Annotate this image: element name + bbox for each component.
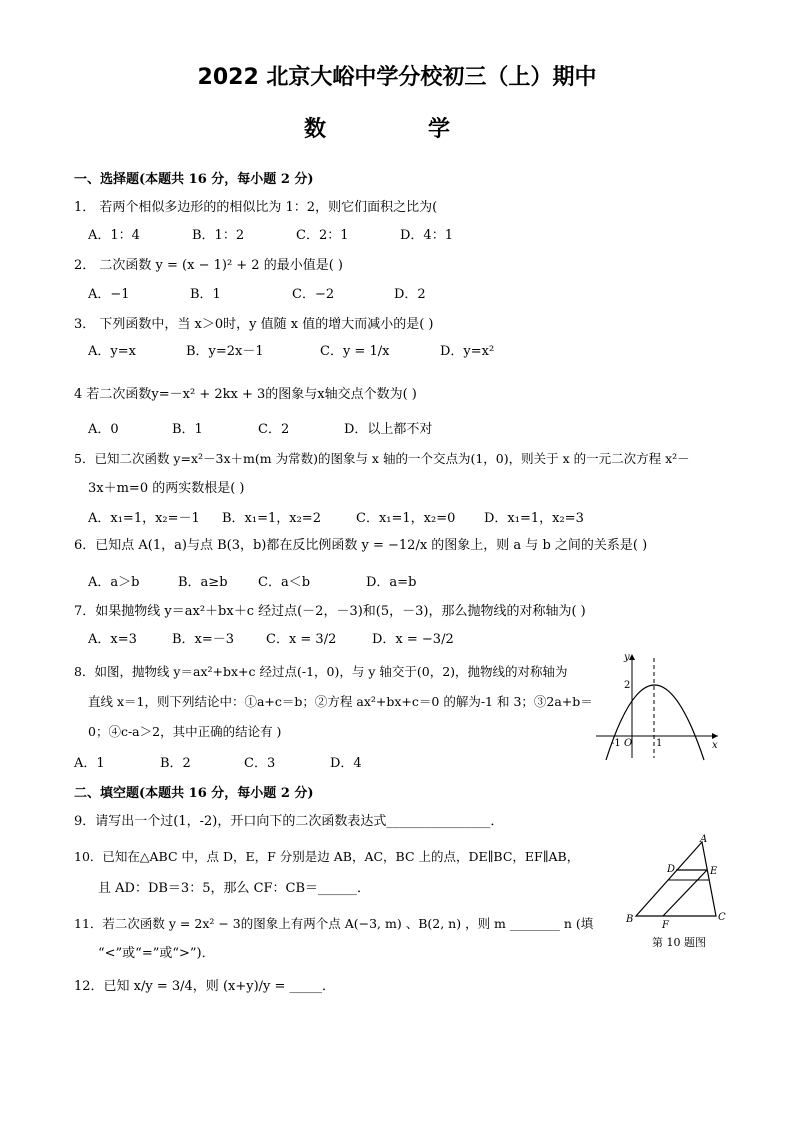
segment-ef: [663, 870, 707, 916]
triangle-figure: [624, 832, 728, 932]
q6-option-b: B．a≥b: [178, 575, 228, 590]
q4-option-d: D．以上都不对: [344, 422, 433, 437]
fig8-y-tick: 2: [624, 680, 631, 691]
point-c-label: C: [718, 912, 726, 923]
question-11-line1: 11．若二次函数 y = 2x² − 3的图象上有两个点 A(−3, m) 、B(2, n) ，则 m ________ n (填: [74, 916, 594, 931]
point-e-label: E: [710, 866, 718, 877]
q6-option-c: C．a＜b: [258, 575, 311, 590]
q2-option-a: A．−1: [88, 287, 130, 302]
fig8-origin: O: [624, 738, 633, 749]
q5-option-c: C．x₁=1，x₂=0: [356, 511, 456, 526]
q7-option-c: C．x = 3/2: [266, 632, 337, 647]
question-12: 12．已知 x/y = 3/4，则 (x+y)/y = _____．: [74, 979, 336, 994]
q4-option-b: B．1: [172, 422, 203, 437]
q8-option-b: B．2: [160, 756, 191, 771]
question-10-line1: 10．已知在△ABC 中，点 D，E，F 分别是边 AB，AC，BC 上的点，DE∥BC，EF∥AB，: [74, 849, 580, 864]
point-f-label: F: [662, 920, 669, 931]
question-7-stem: 7．如果抛物线 y＝ax²＋bx＋c 经过点(－2，－3)和(5，－3)，那么抛物线的对称轴为( ): [74, 604, 586, 619]
q2-option-c: C．−2: [292, 287, 335, 302]
triangle-abc: [636, 842, 716, 916]
q5-option-a: A．x₁=1，x₂=－1: [88, 511, 200, 526]
section-heading-2: 二、填空题(本题共 16 分，每小题 2 分): [74, 786, 314, 801]
q7-option-a: A．x=3: [88, 632, 137, 647]
question-1-stem: 1． 若两个相似多边形的的相似比为 1：2，则它们面积之比为(: [74, 200, 438, 215]
fig8-x-tick-pos: 1: [656, 738, 663, 749]
q1-option-c: C．2：1: [296, 228, 349, 243]
question-2-stem: 2． 二次函数 y = (x − 1)² + 2 的最小值是( ): [74, 258, 343, 273]
q4-option-a: A．0: [88, 422, 119, 437]
subject-title: 数 学: [303, 117, 490, 142]
q1-option-a: A．1：4: [88, 228, 140, 243]
question-11-line2: “<”或“=”或“>”)．: [98, 946, 215, 961]
question-3-stem: 3． 下列函数中，当 x＞0时，y 值随 x 值的增大而减小的是( ): [74, 317, 434, 332]
q7-option-b: B．x=－3: [172, 632, 235, 647]
point-d-label: D: [667, 864, 676, 875]
parabola-figure: [594, 650, 724, 762]
x-axis-arrow: [712, 733, 718, 739]
y-axis-arrow: [629, 654, 635, 660]
q3-option-a: A．y=x: [88, 344, 136, 359]
fig8-x-tick-neg: -1: [611, 738, 621, 749]
q7-option-d: D．x = −3/2: [372, 632, 454, 647]
question-5-stem-line2: 3x＋m=0 的两实数根是( ): [88, 481, 245, 496]
question-10-line2: 且 AD：DB＝3：5，那么 CF：CB＝______．: [98, 881, 371, 896]
q2-option-d: D．2: [394, 287, 426, 302]
q3-option-c: C．y = 1/x: [320, 344, 390, 359]
q5-option-b: B．x₁=1，x₂=2: [222, 511, 321, 526]
section-heading-1: 一、选择题(本题共 16 分，每小题 2 分): [74, 172, 314, 187]
question-8-stem-line1: 8．如图，抛物线 y＝ax²+bx+c 经过点(-1，0)，与 y 轴交于(0，2)，抛物线的对称轴为: [74, 664, 568, 679]
figure-10-caption: 第 10 题图: [652, 936, 706, 949]
question-9: 9．请写出一个过(1，-2)，开口向下的二次函数表达式________________．: [74, 814, 504, 829]
q6-option-a: A．a＞b: [88, 575, 140, 590]
question-5-stem-line1: 5．已知二次函数 y=x²－3x＋m(m 为常数)的图象与 x 轴的一个交点为(1，0)，则关于 x 的一元二次方程 x²－: [74, 451, 690, 466]
q8-option-c: C．3: [244, 756, 276, 771]
point-b-label: B: [626, 914, 634, 925]
question-8-stem-line3: 0；④c-a＞2，其中正确的结论有 ): [88, 724, 282, 739]
point-a-label: A: [700, 834, 708, 845]
q3-option-b: B．y=2x－1: [186, 344, 264, 359]
q2-option-b: B．1: [190, 287, 221, 302]
q8-option-a: A．1: [74, 756, 105, 771]
q1-option-b: B．1：2: [192, 228, 245, 243]
q5-option-d: D．x₁=1，x₂=3: [484, 511, 584, 526]
q6-option-d: D．a=b: [366, 575, 417, 590]
question-4-stem: 4 若二次函数y=－x² + 2kx + 3的图象与x轴交点个数为( ): [74, 387, 417, 402]
q1-option-d: D．4：1: [400, 228, 453, 243]
q8-option-d: D．4: [330, 756, 362, 771]
question-6-stem: 6．已知点 A(1，a)与点 B(3，b)都在反比例函数 y = −12/x 的图象上，则 a 与 b 之间的关系是( ): [74, 538, 648, 553]
q3-option-d: D．y=x²: [440, 344, 495, 359]
question-8-stem-line2: 直线 x＝1，则下列结论中：①a+c＝b；②方程 ax²+bx+c＝0 的解为-1 和 3；③2a+b＝: [88, 694, 593, 709]
q4-option-c: C．2: [258, 422, 290, 437]
fig8-y-label: y: [624, 652, 630, 663]
fig8-x-label: x: [712, 740, 718, 751]
page-title: 2022 北京大峪中学分校初三（上）期中: [197, 65, 597, 90]
